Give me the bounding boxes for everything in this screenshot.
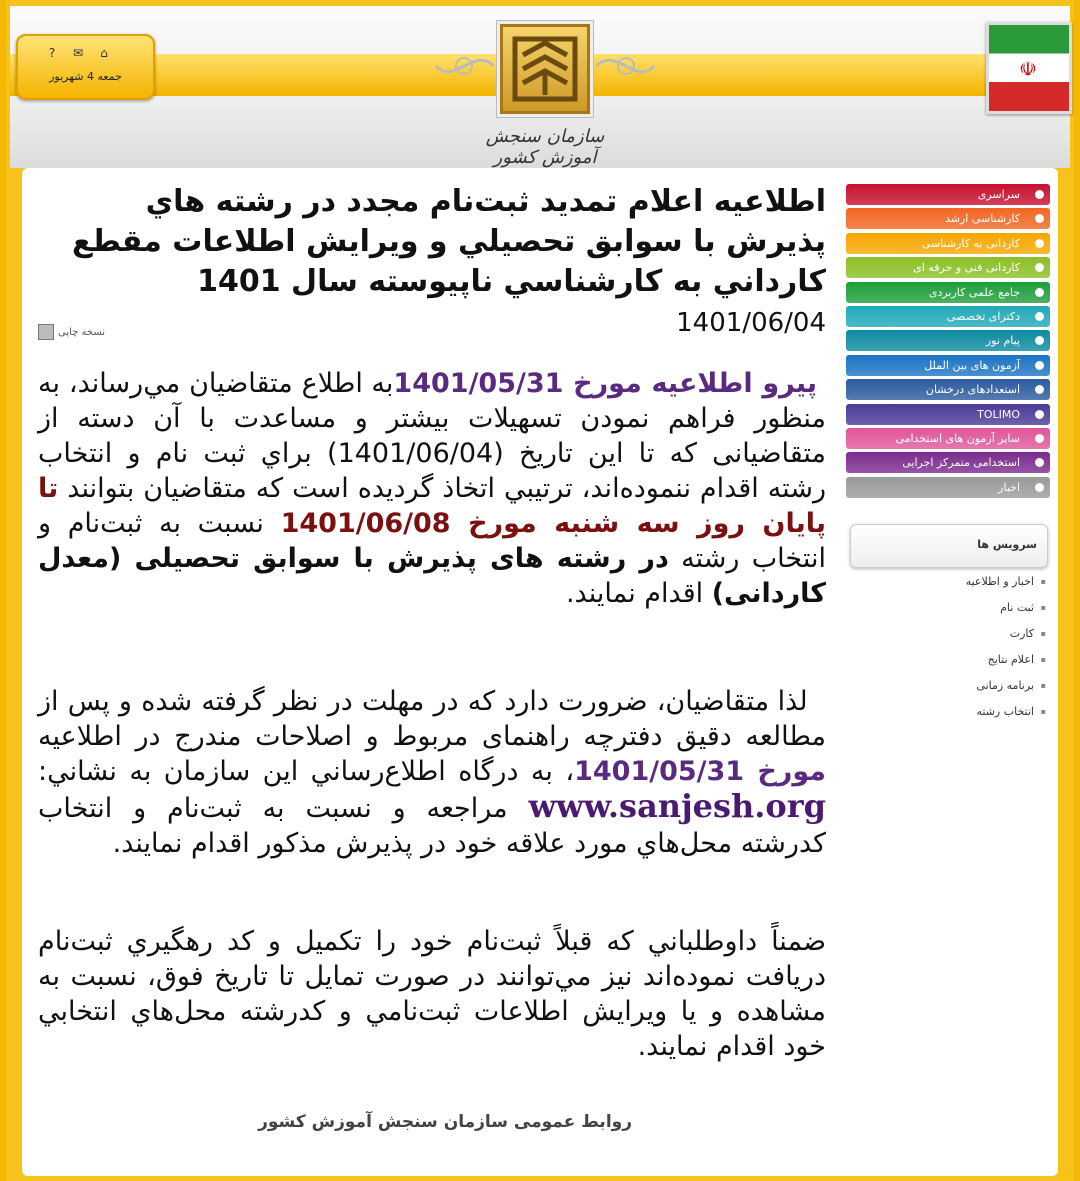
deadline: تا پایان روز سه شنبه مورخ 1401/06/08 — [38, 473, 826, 539]
mail-icon[interactable]: ✉ — [72, 46, 84, 60]
printer-icon — [38, 324, 54, 340]
menu-item[interactable]: TOLIMO — [846, 404, 1050, 425]
menu-item[interactable]: کاردانی به کارشناسی — [846, 233, 1050, 254]
notice-date: مورخ 1401/05/31 — [574, 756, 826, 787]
article-title: اطلاعيه اعلام تمديد ثبت‌نام مجدد در رشته هاي پذيرش با سوابق تحصيلي و ويرايش اطلاعات مقطع كارداني به كارشناسي ناپيوسته سال 1401 — [71, 184, 826, 299]
p2-text: لذا متقاضيان، ضرورت دارد که در مهلت در نظر گرفته شده و پس از مطالعه دقيق دفترچه راهنمای مربوط و اصلاحات مندرج در اطلاعيه — [38, 686, 826, 752]
service-link[interactable]: ▪ انتخاب رشته — [850, 702, 1040, 728]
article-date: 1401/06/04 — [676, 308, 826, 338]
paragraph-3: ضمناً داوطلباني كه قبلاً ثبت‌نام خود را تكميل و كد رهگيري ثبت‌نام دريافت نموده‌اند نيز مي‌توانند در صورت تمايل تا تاريخ فوق، نسبت به مشاهده و يا ويرايش اطلاعات ثبت‌نامي و كدرشته محل‌هاي انتخابي خود اقدام نمايند. — [38, 926, 826, 1062]
menu-item[interactable]: جامع علمی کاربردی — [846, 282, 1050, 303]
p1-bold: در رشته های پذيرش با سوابق تحصیلی (معدل کاردانی) — [38, 543, 826, 609]
service-link[interactable]: ▪ برنامه زمانی — [850, 676, 1040, 702]
category-menu — [846, 184, 1050, 501]
menu-item[interactable]: استخدامی متمرکز اجرایی — [846, 452, 1050, 473]
services-list — [850, 572, 1040, 728]
service-link[interactable]: ▪ ثبت نام — [850, 598, 1040, 624]
notice-ref: پیرو اطلاعیه مورخ 1401/05/31 — [393, 368, 818, 399]
p1-text-2: نسبت به ثبت‌نام و انتخاب رشته — [38, 508, 826, 574]
iran-flag — [986, 22, 1072, 114]
site-header — [10, 6, 1070, 168]
service-link[interactable]: ▪ اخبار و اطلاعیه — [850, 572, 1040, 598]
org-name: سازمان سنجش آموزش کشور — [485, 126, 605, 168]
ornament-left-icon — [434, 36, 496, 96]
services-box — [850, 524, 1048, 568]
p1-text: به اطلاع متقاضيان مي‌رساند، به منظور فراهم نمودن تسهيلات بيشتر و مساعدت با آن دسته از متقاضيانی که تا اين تاريخ (1401/06/04) براي ثبت نام و انتخاب رشته اقدام ننموده‌اند، ترتيبي اتخاذ گرديده است كه متقاضيان بتوانند — [38, 368, 826, 504]
service-link[interactable]: ▪ اعلام نتایج — [850, 650, 1040, 676]
signature: روابط عمومی سازمان سنجش آموزش کشور — [258, 1112, 632, 1132]
print-link[interactable] — [38, 324, 105, 340]
menu-item[interactable]: سراسری — [846, 184, 1050, 205]
ornament-right-icon — [594, 36, 656, 96]
article — [38, 176, 826, 1166]
print-label: نسخه چاپی — [58, 326, 106, 338]
sanjesh-logo[interactable] — [500, 24, 590, 114]
p2-text-3: مراجعه و نسبت به ثبت‌نام و انتخاب کدرشته محل‌هاي مورد علاقه خود در پذيرش مذکور اقدام نمايند. — [38, 793, 826, 859]
emblem-icon: ☫ — [1019, 57, 1037, 81]
menu-item[interactable]: کاردانی فنی و حرفه ای — [846, 257, 1050, 278]
menu-item[interactable]: اخبار — [846, 477, 1050, 498]
header-date: جمعه 4 شهريور — [49, 70, 122, 83]
sanjesh-link[interactable]: www.sanjesh.org — [528, 787, 826, 825]
services-title: سرویس ها — [977, 538, 1037, 551]
menu-item[interactable]: کارشناسی ارشد — [846, 208, 1050, 229]
help-icon[interactable]: ? — [48, 46, 56, 60]
menu-item[interactable]: دکترای تخصصی — [846, 306, 1050, 327]
home-icon[interactable]: ⌂ — [100, 46, 108, 60]
p1-text-3: اقدام نمايند. — [565, 578, 704, 609]
paragraph-2 — [38, 684, 826, 861]
menu-item[interactable]: سایر آزمون های استخدامی — [846, 428, 1050, 449]
menu-item[interactable]: استعدادهای درخشان — [846, 379, 1050, 400]
menu-item[interactable]: آزمون های بین الملل — [846, 355, 1050, 376]
paragraph-1 — [38, 366, 826, 611]
service-link[interactable]: ▪ کارت — [850, 624, 1040, 650]
date-box — [16, 34, 155, 100]
p2-text-2: ، به درگاه اطلاع‌رساني اين سازمان به نشاني: — [38, 756, 575, 787]
menu-item[interactable]: پیام نور — [846, 330, 1050, 351]
